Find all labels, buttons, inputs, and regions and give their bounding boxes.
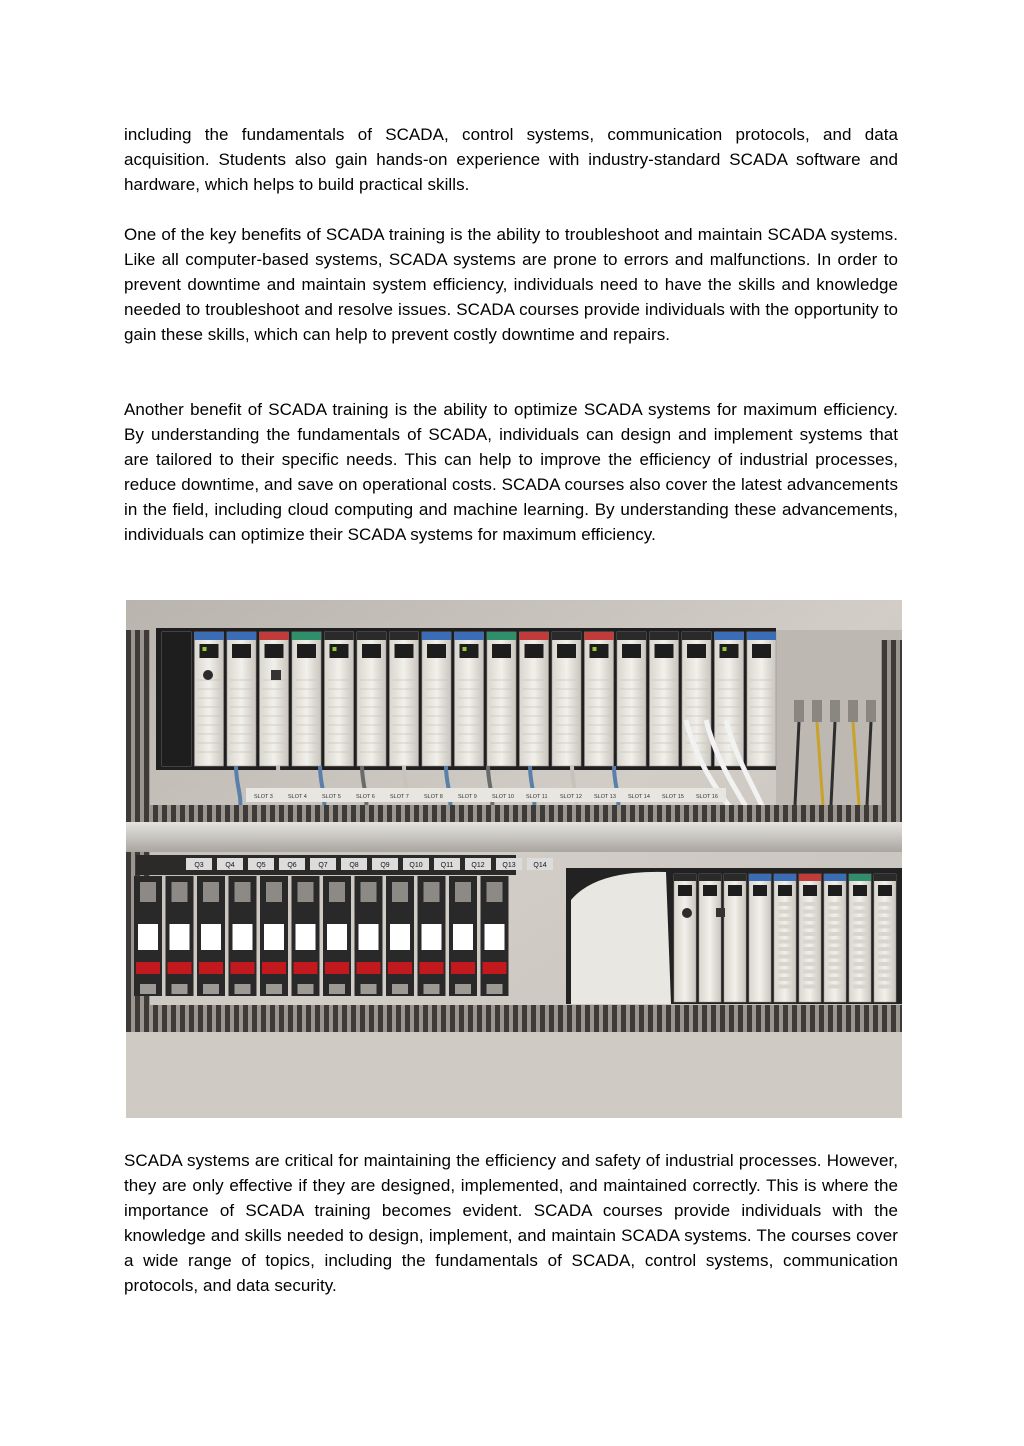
- bottom-rack-module: [849, 874, 871, 1002]
- slot-label: SLOT 5: [322, 794, 341, 800]
- slot-label: SLOT 15: [662, 794, 684, 800]
- relay-module: [323, 876, 351, 996]
- relay-module: [449, 876, 477, 996]
- bottom-rack-module: [749, 874, 771, 1002]
- top-rack-module: [650, 632, 679, 766]
- plc-cabinet-illustration: [126, 600, 902, 1118]
- slot-label: SLOT 11: [526, 794, 548, 800]
- top-rack-module: [455, 632, 484, 766]
- bottom-rack-module: [774, 874, 796, 1002]
- slot-label: SLOT 14: [628, 794, 650, 800]
- relay-module: [229, 876, 257, 996]
- relay-label: Q3: [194, 862, 204, 869]
- top-rack-module: [422, 632, 451, 766]
- relay-module: [134, 876, 162, 996]
- bottom-rack-module: [874, 874, 896, 1002]
- top-rack-module: [292, 632, 321, 766]
- bottom-rack-module: [674, 874, 696, 1002]
- top-rack-module: [357, 632, 386, 766]
- top-rack-module: [585, 632, 614, 766]
- relay-module: [355, 876, 383, 996]
- top-rack-module: [260, 632, 289, 766]
- top-rack-module: [747, 632, 776, 766]
- paragraph-1: including the fundamentals of SCADA, control systems, communication protocols, and data acquisition. Students also gain hands-on experience with industry-standard SCADA software and hardware, which helps to build practical skills.: [124, 125, 898, 194]
- relay-module: [481, 876, 509, 996]
- slot-label: SLOT 8: [424, 794, 443, 800]
- top-rack-module: [227, 632, 256, 766]
- bottom-rack-module: [799, 874, 821, 1002]
- bottom-plc-rack: [566, 868, 902, 1004]
- relay-label: Q4: [225, 862, 235, 869]
- relay-label: Q11: [440, 862, 454, 869]
- top-rack-module: [195, 632, 224, 766]
- bottom-rack-module: [699, 874, 721, 1002]
- relay-module: [197, 876, 225, 996]
- paragraph-3: Another benefit of SCADA training is the ability to optimize SCADA systems for maximum efficiency. By understanding the fundamentals of SCADA, individuals can design and implement systems that are tailored to their specific needs. This can help to improve the efficiency of industrial processes, reduce downtime, and save on operational costs. SCADA courses also cover the latest advancements in the field, including cloud computing and machine learning. By understanding these advancements, individuals can optimize their SCADA systems for maximum efficiency.: [124, 400, 898, 544]
- top-rack-module: [617, 632, 646, 766]
- slot-label: SLOT 13: [594, 794, 616, 800]
- slot-label: SLOT 12: [560, 794, 582, 800]
- relay-label: Q12: [471, 862, 485, 869]
- relay-module: [386, 876, 414, 996]
- slot-label: SLOT 6: [356, 794, 375, 800]
- slot-label: SLOT 4: [288, 794, 307, 800]
- relay-label: Q7: [318, 862, 328, 869]
- relay-module: [292, 876, 320, 996]
- relay-label: Q8: [349, 862, 359, 869]
- bottom-rack-module: [824, 874, 846, 1002]
- relay-label: Q6: [287, 862, 297, 869]
- paragraph-4: SCADA systems are critical for maintaining the efficiency and safety of industrial processes. However, they are only effective if they are designed, implemented, and maintained correctly. This is where the importance of SCADA training becomes evident. SCADA courses provide individuals with the knowledge and skills needed to design, implement, and maintain SCADA systems. The courses cover a wide range of topics, including the fundamentals of SCADA, control systems, communication protocols, and data security.: [124, 1151, 898, 1295]
- slot-label: SLOT 16: [696, 794, 718, 800]
- top-rack-module: [390, 632, 419, 766]
- relay-label: Q9: [380, 862, 390, 869]
- relay-label: Q10: [409, 862, 423, 869]
- relay-module: [260, 876, 288, 996]
- top-rack-module: [325, 632, 354, 766]
- relay-label: Q13: [502, 862, 516, 869]
- top-rack-module: [715, 632, 744, 766]
- paragraph-2: One of the key benefits of SCADA training is the ability to troubleshoot and maintain SCADA systems. Like all computer-based systems, SCADA systems are prone to errors and malfunctions. In order to prevent downtime and maintain system efficiency, individuals need to have the skills and knowledge needed to troubleshoot and resolve issues. SCADA courses provide individuals with the opportunity to gain these skills, which can help to prevent costly downtime and repairs.: [124, 225, 898, 344]
- slot-label: SLOT 3: [254, 794, 273, 800]
- relay-module: [166, 876, 194, 996]
- relay-label: Q14: [533, 862, 547, 869]
- slot-label: SLOT 9: [458, 794, 477, 800]
- top-rack-module: [487, 632, 516, 766]
- bottom-rack-module: [724, 874, 746, 1002]
- top-rack-module: [552, 632, 581, 766]
- top-rack-module: [520, 632, 549, 766]
- slot-label: SLOT 10: [492, 794, 514, 800]
- slot-label: SLOT 7: [390, 794, 409, 800]
- relay-label: Q5: [256, 862, 266, 869]
- plc-cabinet-photo: [126, 600, 902, 1118]
- relay-module: [418, 876, 446, 996]
